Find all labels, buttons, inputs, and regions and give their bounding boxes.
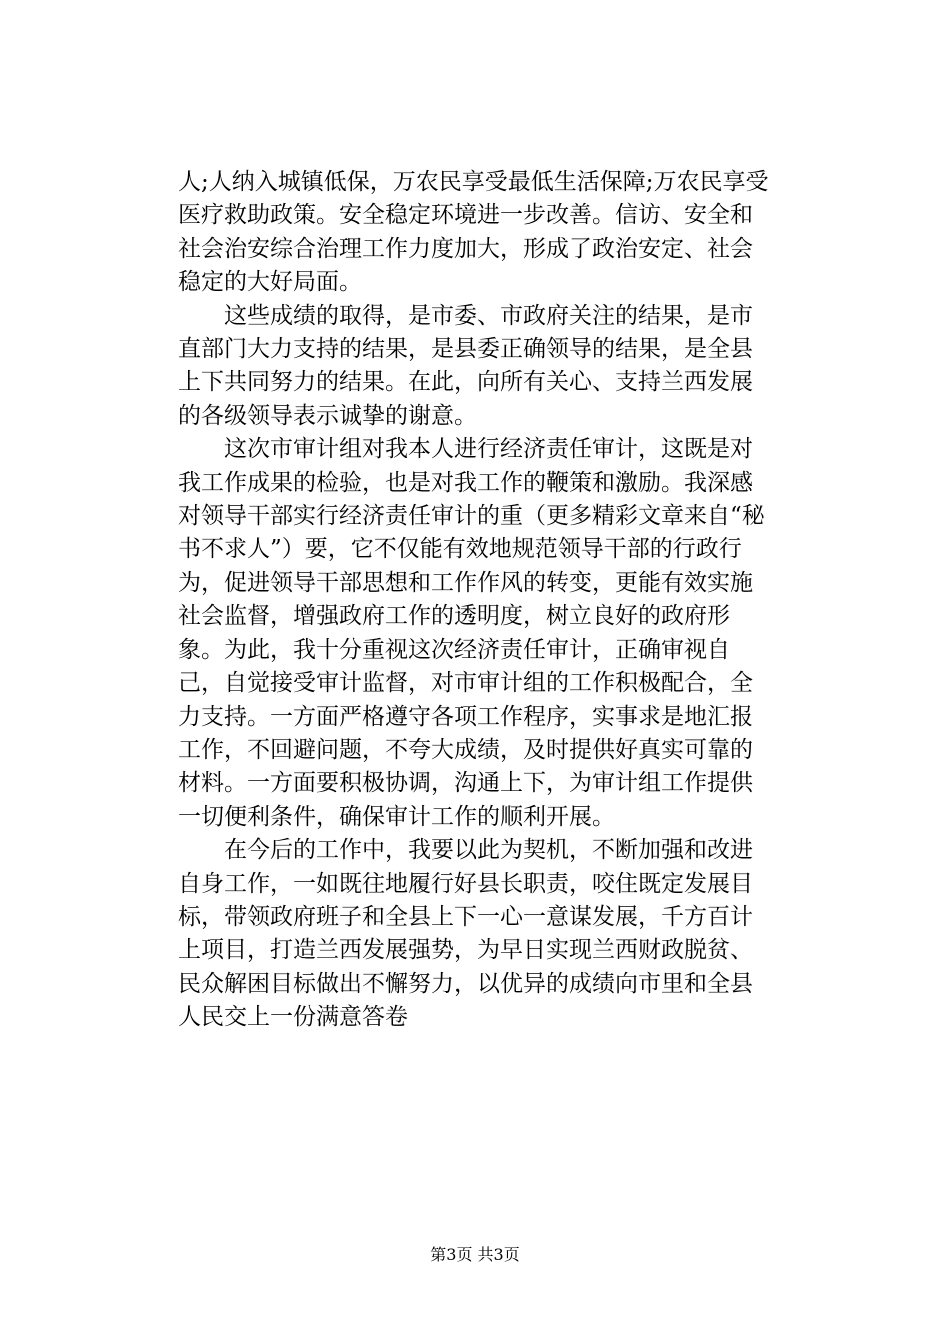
- document-body: [178, 166, 774, 1035]
- paragraph-1: 人;人纳入城镇低保，万农民享受最低生活保障;万农民享受医疗救助政策。安全稳定环境进一步改善。信访、安全和社会治安综合治理工作力度加大，形成了政治安定、社会稳定的大好局面。: [178, 169, 769, 296]
- paragraph-4: 在今后的工作中，我要以此为契机，不断加强和改进自身工作，一如既往地履行好县长职责，咬住既定发展目标，带领政府班子和全县上下一心一意谋发展，千方百计上项目，打造兰西发展强势，为早日实现兰西财政脱贫、民众解困目标做出不懈努力，以优异的成绩向市里和全县人民交上一份满意答卷: [178, 837, 753, 1031]
- paragraph-3: 这次市审计组对我本人进行经济责任审计，这既是对我工作成果的检验，也是对我工作的鞭策和激励。我深感对领导干部实行经济责任审计的重（更多精彩文章来自“秘书不求人”）要，它不仅能有效地规范领导干部的行政行为，促进领导干部思想和工作作风的转变，更能有效实施社会监督，增强政府工作的透明度，树立良好的政府形象。为此，我十分重视这次经济责任审计，正确审视自己，自觉接受审计监督，对市审计组的工作积极配合，全力支持。一方面严格遵守各项工作程序，实事求是地汇报工作，不回避问题，不夸大成绩，及时提供好真实可靠的材料。一方面要积极协调，沟通上下，为审计组工作提供一切便利条件，确保审计工作的顺利开展。: [178, 436, 765, 830]
- page-number-footer: 第3页 共3页: [430, 1245, 520, 1264]
- paragraph-2: 这些成绩的取得，是市委、市政府关注的结果，是市直部门大力支持的结果，是县委正确领导的结果，是全县上下共同努力的结果。在此，向所有关心、支持兰西发展的各级领导表示诚挚的谢意。: [178, 302, 753, 429]
